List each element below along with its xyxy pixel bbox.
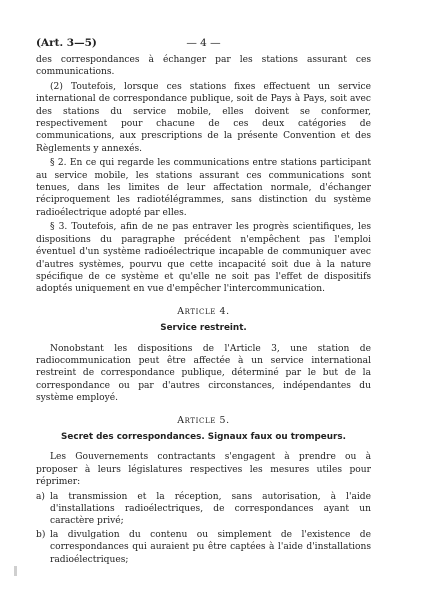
list-item-label: a): [36, 491, 45, 502]
list-item: [36, 491, 371, 528]
binding-mark: [14, 566, 17, 576]
article-5-intro: Les Gouvernements contractants s'engagent à prendre ou à proposer à leurs législatures respectives les mesures utiles pour réprimer:: [36, 452, 371, 488]
page-header: [36, 36, 371, 52]
article-4-subtitle: Service restreint.: [160, 323, 247, 334]
list-item-text: la divulgation du contenu ou simplement de l'existence de correspondances qui auraient pu être captées à l'aide d'installations radioélectriques;: [50, 529, 371, 565]
paragraph-section-3: § 3. Toutefois, afin de ne pas entraver les progrès scientifiques, les dispositions du paragraphe précédent n'empêchent pas l'emploi éventuel d'un système radioélectrique incapable de communiquer avec d'autres systèmes, pourvu que cette incapacité soit due à la nature spécifique de ce système et qu'elle ne soit pas l'effet de dispositifs adoptés uniquement en vue d'empêcher l'intercommunication.: [36, 222, 371, 295]
article-5-subtitle: Secret des correspondances. Signaux faux ou trompeurs.: [61, 431, 346, 442]
article-5-heading: Article 5.: [177, 414, 230, 426]
list-item: [36, 529, 371, 566]
paragraph-continuation: des correspondances à échanger par les stations assurant ces communications.: [36, 55, 371, 78]
document-body: [36, 54, 371, 566]
list-item-label: b): [36, 529, 46, 540]
article-4-heading: Article 4.: [177, 305, 230, 317]
list-item-text: la transmission et la réception, sans autorisation, à l'aide d'installations radioélectriques, de correspondances ayant un caractère privé;: [50, 491, 371, 527]
page-number: — 4 —: [186, 37, 221, 49]
article-range: (Art. 3—5): [36, 37, 97, 49]
paragraph-2: (2) Toutefois, lorsque ces stations fixes effectuent un service international de correspondance publique, soit de Pays à Pays, soit avec des stations du service mobile, elles doivent se conformer, respectivement pour chacune de ces deux catégories de communications, aux prescriptions de la présente Convention et des Règlements y annexés.: [36, 81, 371, 154]
paragraph-section-2: § 2. En ce qui regarde les communications entre stations participant au service mobile, les stations assurant ces communications sont tenues, dans les limites de leur affectation normale, d'échanger réciproquement les radiotélégrammes, sans distinction du système radioélectrique adopté par elles.: [36, 158, 371, 218]
article-4-text: Nonobstant les dispositions de l'Article 3, une station de radiocommunication peut être affectée à un service international restreint de correspondance publique, déterminé par le but de la correspondance ou par d'autres circonstances, indépendantes du système employé.: [36, 343, 371, 404]
